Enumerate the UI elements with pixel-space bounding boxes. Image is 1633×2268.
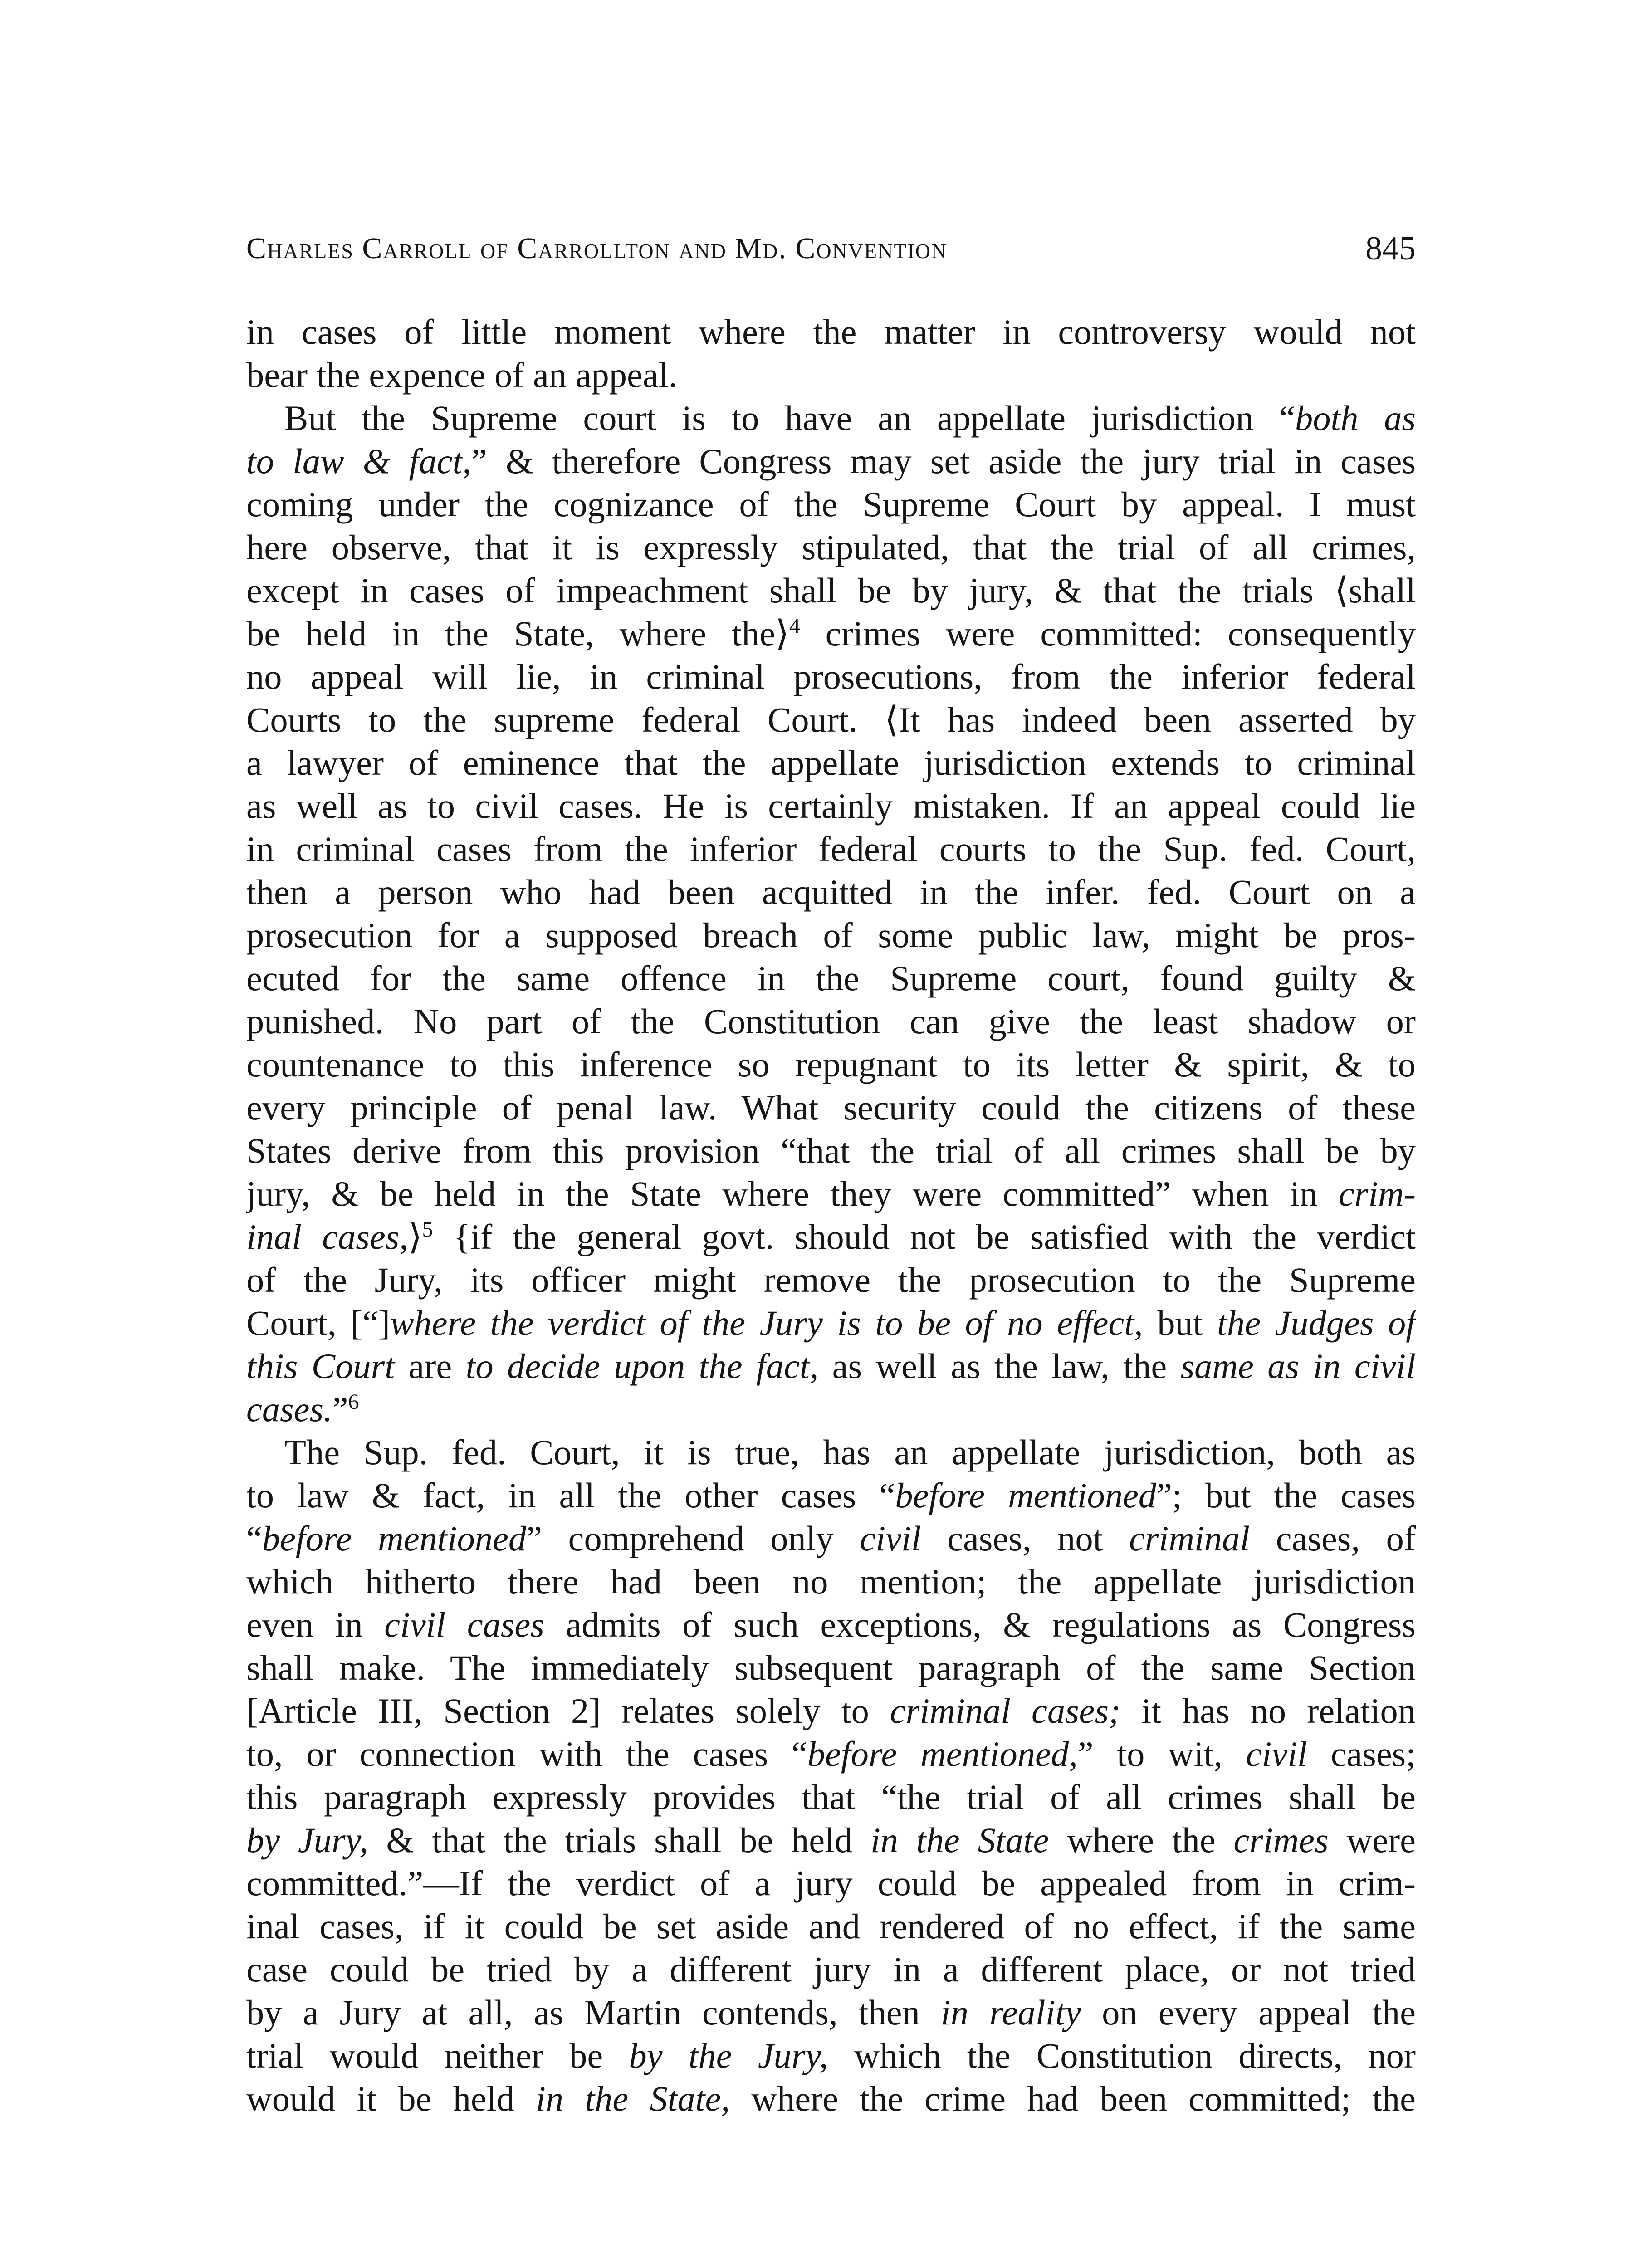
text-segment: ” to wit, <box>1077 1734 1246 1774</box>
text-segment: crimes <box>1233 1820 1329 1860</box>
text-segment: Court, [“] <box>246 1303 391 1343</box>
text-line <box>246 1129 1416 1172</box>
text-segment: inal cases, <box>246 1217 408 1256</box>
text-segment: cases; <box>1307 1734 1416 1774</box>
text-segment: then a person who had been acquitted in the infer. fed. Court on a <box>246 872 1416 912</box>
text-line <box>246 1043 1416 1086</box>
text-segment: crimes were committed: consequently <box>800 614 1416 653</box>
text-segment: ecuted for the same offence in the Supreme court, found guilty & <box>246 958 1416 998</box>
text-segment: in criminal cases from the inferior federal courts to the Sup. fed. Court, <box>246 829 1416 869</box>
text-segment: same as in civil <box>1180 1346 1416 1386</box>
text-line <box>246 1732 1416 1775</box>
text-segment: no appeal will lie, in criminal prosecutions, from the inferior federal <box>246 657 1416 696</box>
text-line <box>246 1948 1416 1991</box>
text-segment: of the Jury, its officer might remove the prosecution to the Supreme <box>246 1260 1416 1300</box>
text-line <box>246 396 1416 440</box>
text-segment: to, or connection with the cases “ <box>246 1734 807 1774</box>
text-segment: here observe, that it is expressly stipulated, that the trial of all crimes, <box>246 528 1416 567</box>
text-segment: coming under the cognizance of the Supreme Court by appeal. I must <box>246 484 1416 524</box>
text-segment: cases, not <box>921 1519 1129 1558</box>
text-line <box>246 1344 1416 1388</box>
text-segment: jury, & be held in the State where they were committed” when in <box>246 1174 1339 1213</box>
text-line <box>246 1603 1416 1646</box>
text-segment: were <box>1328 1820 1416 1860</box>
text-line <box>246 1431 1416 1474</box>
text-line <box>246 1000 1416 1043</box>
text-segment: be held in the State, where the⟩ <box>246 614 789 653</box>
text-segment: would it be held <box>246 2079 536 2118</box>
text-line <box>246 569 1416 612</box>
text-segment: where the <box>1049 1820 1234 1860</box>
text-segment: ” <box>332 1389 348 1429</box>
text-line <box>246 827 1416 870</box>
text-segment: the Judges of <box>1217 1303 1416 1343</box>
text-segment: civil <box>860 1519 921 1558</box>
text-segment: it has no relation <box>1120 1691 1416 1730</box>
text-segment: But the Supreme court is to have an appellate jurisdiction “ <box>284 398 1295 438</box>
text-line <box>246 612 1416 655</box>
running-head-title: Charles Carroll of Carrollton and Md. Convention <box>246 232 948 265</box>
text-segment: bear the expence of an appeal. <box>246 355 678 395</box>
text-line <box>246 526 1416 569</box>
text-line <box>246 310 1416 353</box>
text-segment: by the Jury, <box>629 2036 828 2075</box>
text-segment: shall make. The immediately subsequent paragraph of the same Section <box>246 1648 1416 1687</box>
text-segment: a lawyer of eminence that the appellate jurisdiction extends to criminal <box>246 743 1416 782</box>
text-segment: & that the trials shall be held <box>368 1820 870 1860</box>
text-line <box>246 1301 1416 1344</box>
text-segment: crim- <box>1338 1174 1416 1213</box>
text-segment: ” comprehend only <box>526 1519 860 1558</box>
text-segment: to law & fact, in all the other cases “ <box>246 1476 895 1515</box>
page-number: 845 <box>1365 230 1416 267</box>
text-segment: ⟩ <box>408 1217 422 1256</box>
text-segment: in reality <box>940 1993 1081 2032</box>
text-segment: this paragraph expressly provides that “the trial of all crimes shall be <box>246 1777 1416 1817</box>
text-segment: States derive from this provision “that the trial of all crimes shall be by <box>246 1131 1416 1170</box>
text-line <box>246 655 1416 698</box>
text-segment: before mentioned <box>895 1476 1157 1515</box>
text-segment: Courts to the supreme federal Court. ⟨It has indeed been asserted by <box>246 700 1416 739</box>
text-line <box>246 1517 1416 1560</box>
text-segment: which hitherto there had been no mention; the appellate jurisdiction <box>246 1562 1416 1601</box>
text-segment: committed.”—If the verdict of a jury could be appealed from in crim- <box>246 1863 1416 1903</box>
text-line <box>246 1388 1416 1431</box>
footnote-marker: 5 <box>422 1217 433 1242</box>
text-segment: even in <box>246 1605 385 1644</box>
text-segment: except in cases of impeachment shall be by jury, & that the trials ⟨shall <box>246 571 1416 610</box>
text-segment: civil <box>1246 1734 1307 1774</box>
text-line <box>246 2077 1416 2120</box>
text-segment: cases, of <box>1250 1519 1416 1558</box>
text-line <box>246 353 1416 396</box>
text-line <box>246 1689 1416 1732</box>
text-segment: civil cases <box>384 1605 544 1644</box>
text-segment: by a Jury at all, as Martin contends, then <box>246 1993 941 2032</box>
text-segment: The Sup. fed. Court, it is true, has an appellate jurisdiction, both as <box>284 1432 1416 1472</box>
text-segment: punished. No part of the Constitution can give the least shadow or <box>246 1002 1416 1041</box>
text-segment: prosecution for a supposed breach of some public law, might be pros- <box>246 915 1416 955</box>
text-segment: but <box>1143 1303 1217 1343</box>
text-segment: “ <box>246 1519 262 1558</box>
text-segment: are <box>395 1346 466 1386</box>
text-segment: case could be tried by a different jury in a different place, or not tried <box>246 1950 1416 1989</box>
text-line <box>246 1862 1416 1905</box>
footnote-marker: 4 <box>789 614 800 638</box>
text-segment: criminal <box>1129 1519 1250 1558</box>
text-segment: ” & therefore Congress may set aside the jury trial in cases <box>471 441 1416 481</box>
text-segment: both as <box>1295 398 1416 438</box>
text-line <box>246 870 1416 914</box>
text-segment: which the Constitution directs, nor <box>828 2036 1416 2075</box>
text-line <box>246 1474 1416 1517</box>
text-line <box>246 1991 1416 2034</box>
text-segment: as well as the law, the <box>818 1346 1181 1386</box>
text-segment: to law & fact, <box>246 441 472 481</box>
text-segment: criminal cases; <box>890 1691 1121 1730</box>
text-line <box>246 1646 1416 1689</box>
text-line <box>246 440 1416 483</box>
text-line <box>246 483 1416 526</box>
text-segment: by Jury, <box>246 1820 368 1860</box>
text-segment: before mentioned <box>262 1519 527 1558</box>
text-segment: inal cases, if it could be set aside and rendered of no effect, if the same <box>246 1906 1416 1946</box>
running-head <box>246 226 1416 271</box>
text-segment: on every appeal the <box>1081 1993 1416 2032</box>
text-line <box>246 698 1416 741</box>
text-segment: in the State <box>870 1820 1049 1860</box>
text-line <box>246 784 1416 827</box>
text-line <box>246 1086 1416 1129</box>
footnote-marker: 6 <box>348 1389 359 1414</box>
text-line <box>246 914 1416 957</box>
text-line <box>246 1775 1416 1818</box>
text-segment: {if the general govt. should not be satisfied with the verdict <box>433 1217 1416 1256</box>
text-segment: as well as to civil cases. He is certainly mistaken. If an appeal could lie <box>246 786 1416 826</box>
body-text <box>246 310 1416 2206</box>
text-line <box>246 1215 1416 1258</box>
text-line <box>246 1818 1416 1862</box>
text-line <box>246 1258 1416 1301</box>
text-line <box>246 957 1416 1000</box>
text-segment: to decide upon the fact, <box>465 1346 819 1386</box>
text-segment: before mentioned, <box>807 1734 1078 1774</box>
text-segment: where the verdict of the Jury is to be of no effect, <box>390 1303 1143 1343</box>
text-segment: ”; but the cases <box>1156 1476 1416 1515</box>
text-line <box>246 1172 1416 1215</box>
text-segment: [Article III, Section 2] relates solely to <box>246 1691 890 1730</box>
text-segment: this Court <box>246 1346 395 1386</box>
text-segment: where the crime had been committed; the <box>730 2079 1416 2118</box>
text-segment: countenance to this inference so repugnant to its letter & spirit, & to <box>246 1045 1416 1084</box>
text-line <box>246 1560 1416 1603</box>
text-segment: in cases of little moment where the matter in controversy would not <box>246 312 1416 352</box>
text-segment: in the State, <box>536 2079 730 2118</box>
text-segment: trial would neither be <box>246 2036 629 2075</box>
text-segment: every principle of penal law. What security could the citizens of these <box>246 1088 1416 1127</box>
text-line <box>246 1905 1416 1948</box>
text-segment: cases. <box>246 1389 332 1429</box>
text-line <box>246 2034 1416 2077</box>
text-segment: admits of such exceptions, & regulations as Congress <box>544 1605 1416 1644</box>
text-line <box>246 741 1416 784</box>
